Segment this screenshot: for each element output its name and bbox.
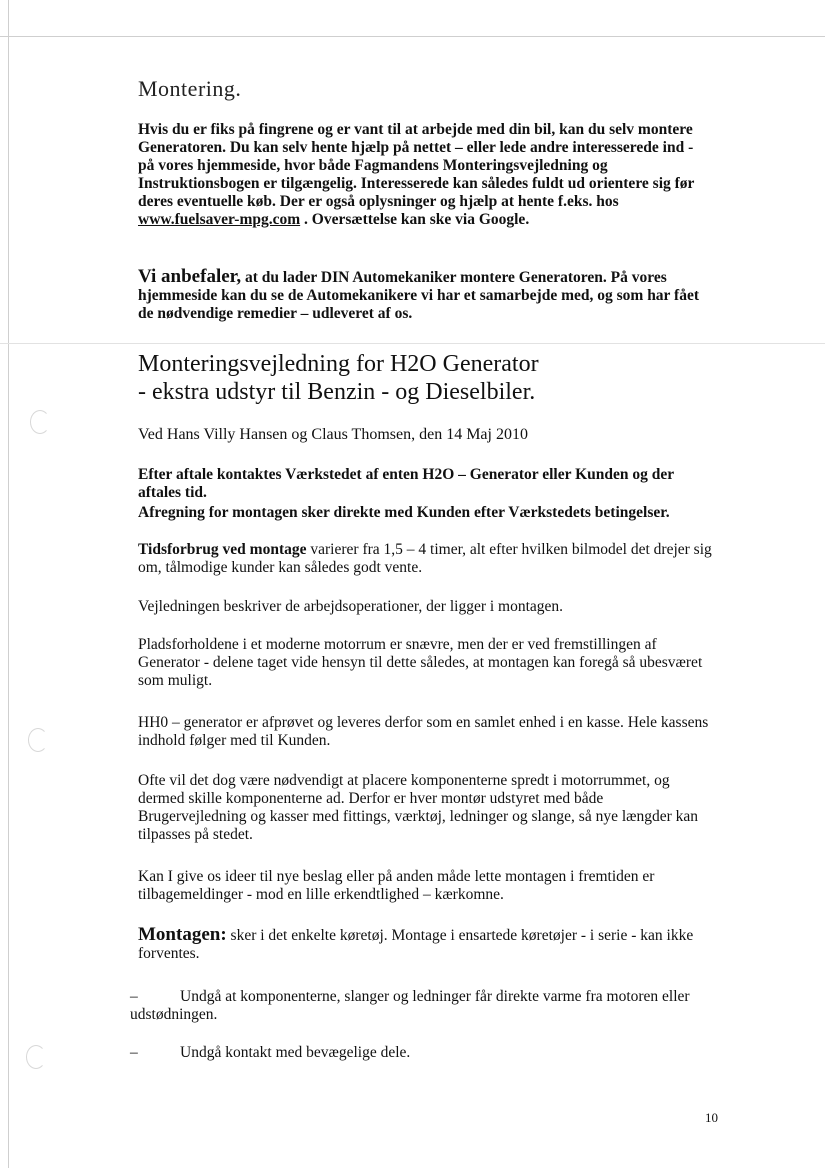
bullet-dash: – [130,988,138,1005]
montagen-lead: Montagen: [138,924,227,945]
byline: Ved Hans Villy Hansen og Claus Thomsen, den 14 Maj 2010 [138,426,528,443]
scan-fold-line [0,343,825,344]
recommendation-text: at du lader DIN Automekaniker montere Generatoren. På vores hjemmeside kan du se de Automekanikere vi har et samarbejde med, og som har fået de nødvendige remedier – udleveret af os. [138,269,699,322]
scan-edge-top [0,36,825,37]
punch-hole-mark [28,728,48,752]
appointment-paragraph: Efter aftale kontaktes Værkstedet af enten H2O – Generator eller Kunden og der aftales tid. [138,466,674,501]
guide-title-line1: Monteringsvejledning for H2O Generator [138,351,539,377]
bullet-item-heat [130,988,710,1024]
bullet-dash: – [130,1044,138,1061]
ideas-paragraph: Kan I give os ideer til nye beslag eller på anden måde lette montagen i fremtiden er tilbagemeldinger - mod en lille erkendtlighed – kærkomne. [138,868,655,903]
recommendation-lead: Vi anbefaler, [138,266,242,287]
guide-title [138,350,713,406]
bullet-item-moving-parts [130,1044,710,1062]
intro-text-start: Hvis du er fiks på fingrene og er vant til at arbejde med din bil, kan du selv montere Generatoren. Du kan selv hente hjælp på nettet – eller lede andre interesserede ind - på vores hjemmeside, hvor både Fagmandens Monteringsvejledning og Instruktionsbogen er tilgængelig. Interesserede kan således fuldt ud orientere sig før deres eventuelle køb. Der er også oplysninger og hjælp at hente f.eks. hos [138,121,695,210]
punch-hole-mark [30,410,50,434]
time-paragraph [138,541,713,577]
guide-title-line2: - ekstra udstyr til Benzin - og Dieselbiler. [138,379,536,405]
bullet-text: Undgå kontakt med bevægelige dele. [180,1044,411,1061]
section-title-montering: Montering. [138,76,242,101]
intro-text-end: . Oversættelse kan ske via Google. [300,211,530,228]
scan-edge-left [8,0,9,1168]
punch-hole-mark [26,1045,46,1069]
montagen-paragraph [138,926,713,963]
website-link[interactable]: www.fuelsaver-mpg.com [138,211,301,228]
page-number: 10 [705,1110,718,1125]
time-lead: Tidsforbrug ved montage [138,541,307,558]
recommendation-paragraph [138,268,713,323]
components-paragraph: Ofte vil det dog være nødvendigt at placere komponenterne spredt i motorrummet, og dermed skille komponenterne ad. Derfor er hver montør udstyret med både Brugervejledning og kasser med fittings, værktøj, ledninger og slange, så nye længder kan tilpasses på stedet. [138,772,699,843]
billing-paragraph: Afregning for montagen sker direkte med Kunden efter Værkstedets betingelser. [138,504,670,521]
montagen-text: sker i det enkelte køretøj. Montage i ensartede køretøjer - i serie - kan ikke forventes. [138,927,694,962]
space-paragraph: Pladsforholdene i et moderne motorrum er snævre, men der er ved fremstillingen af Generator - delene taget vide hensyn til dette således, at montagen kan foregå så ubesværet som muligt. [138,636,703,689]
time-text: varierer fra 1,5 – 4 timer, alt efter hvilken bilmodel det drejer sig om, tålmodige kunder kan således godt vente. [138,541,712,576]
hho-paragraph: HH0 – generator er afprøvet og leveres derfor som en samlet enhed i en kasse. Hele kassens indhold følger med til Kunden. [138,714,709,749]
bullet-text: Undgå at komponenterne, slanger og ledninger får direkte varme fra motoren eller udstødningen. [130,988,690,1023]
description-paragraph: Vejledningen beskriver de arbejdsoperationer, der ligger i montagen. [138,598,564,615]
intro-paragraph [138,121,713,229]
